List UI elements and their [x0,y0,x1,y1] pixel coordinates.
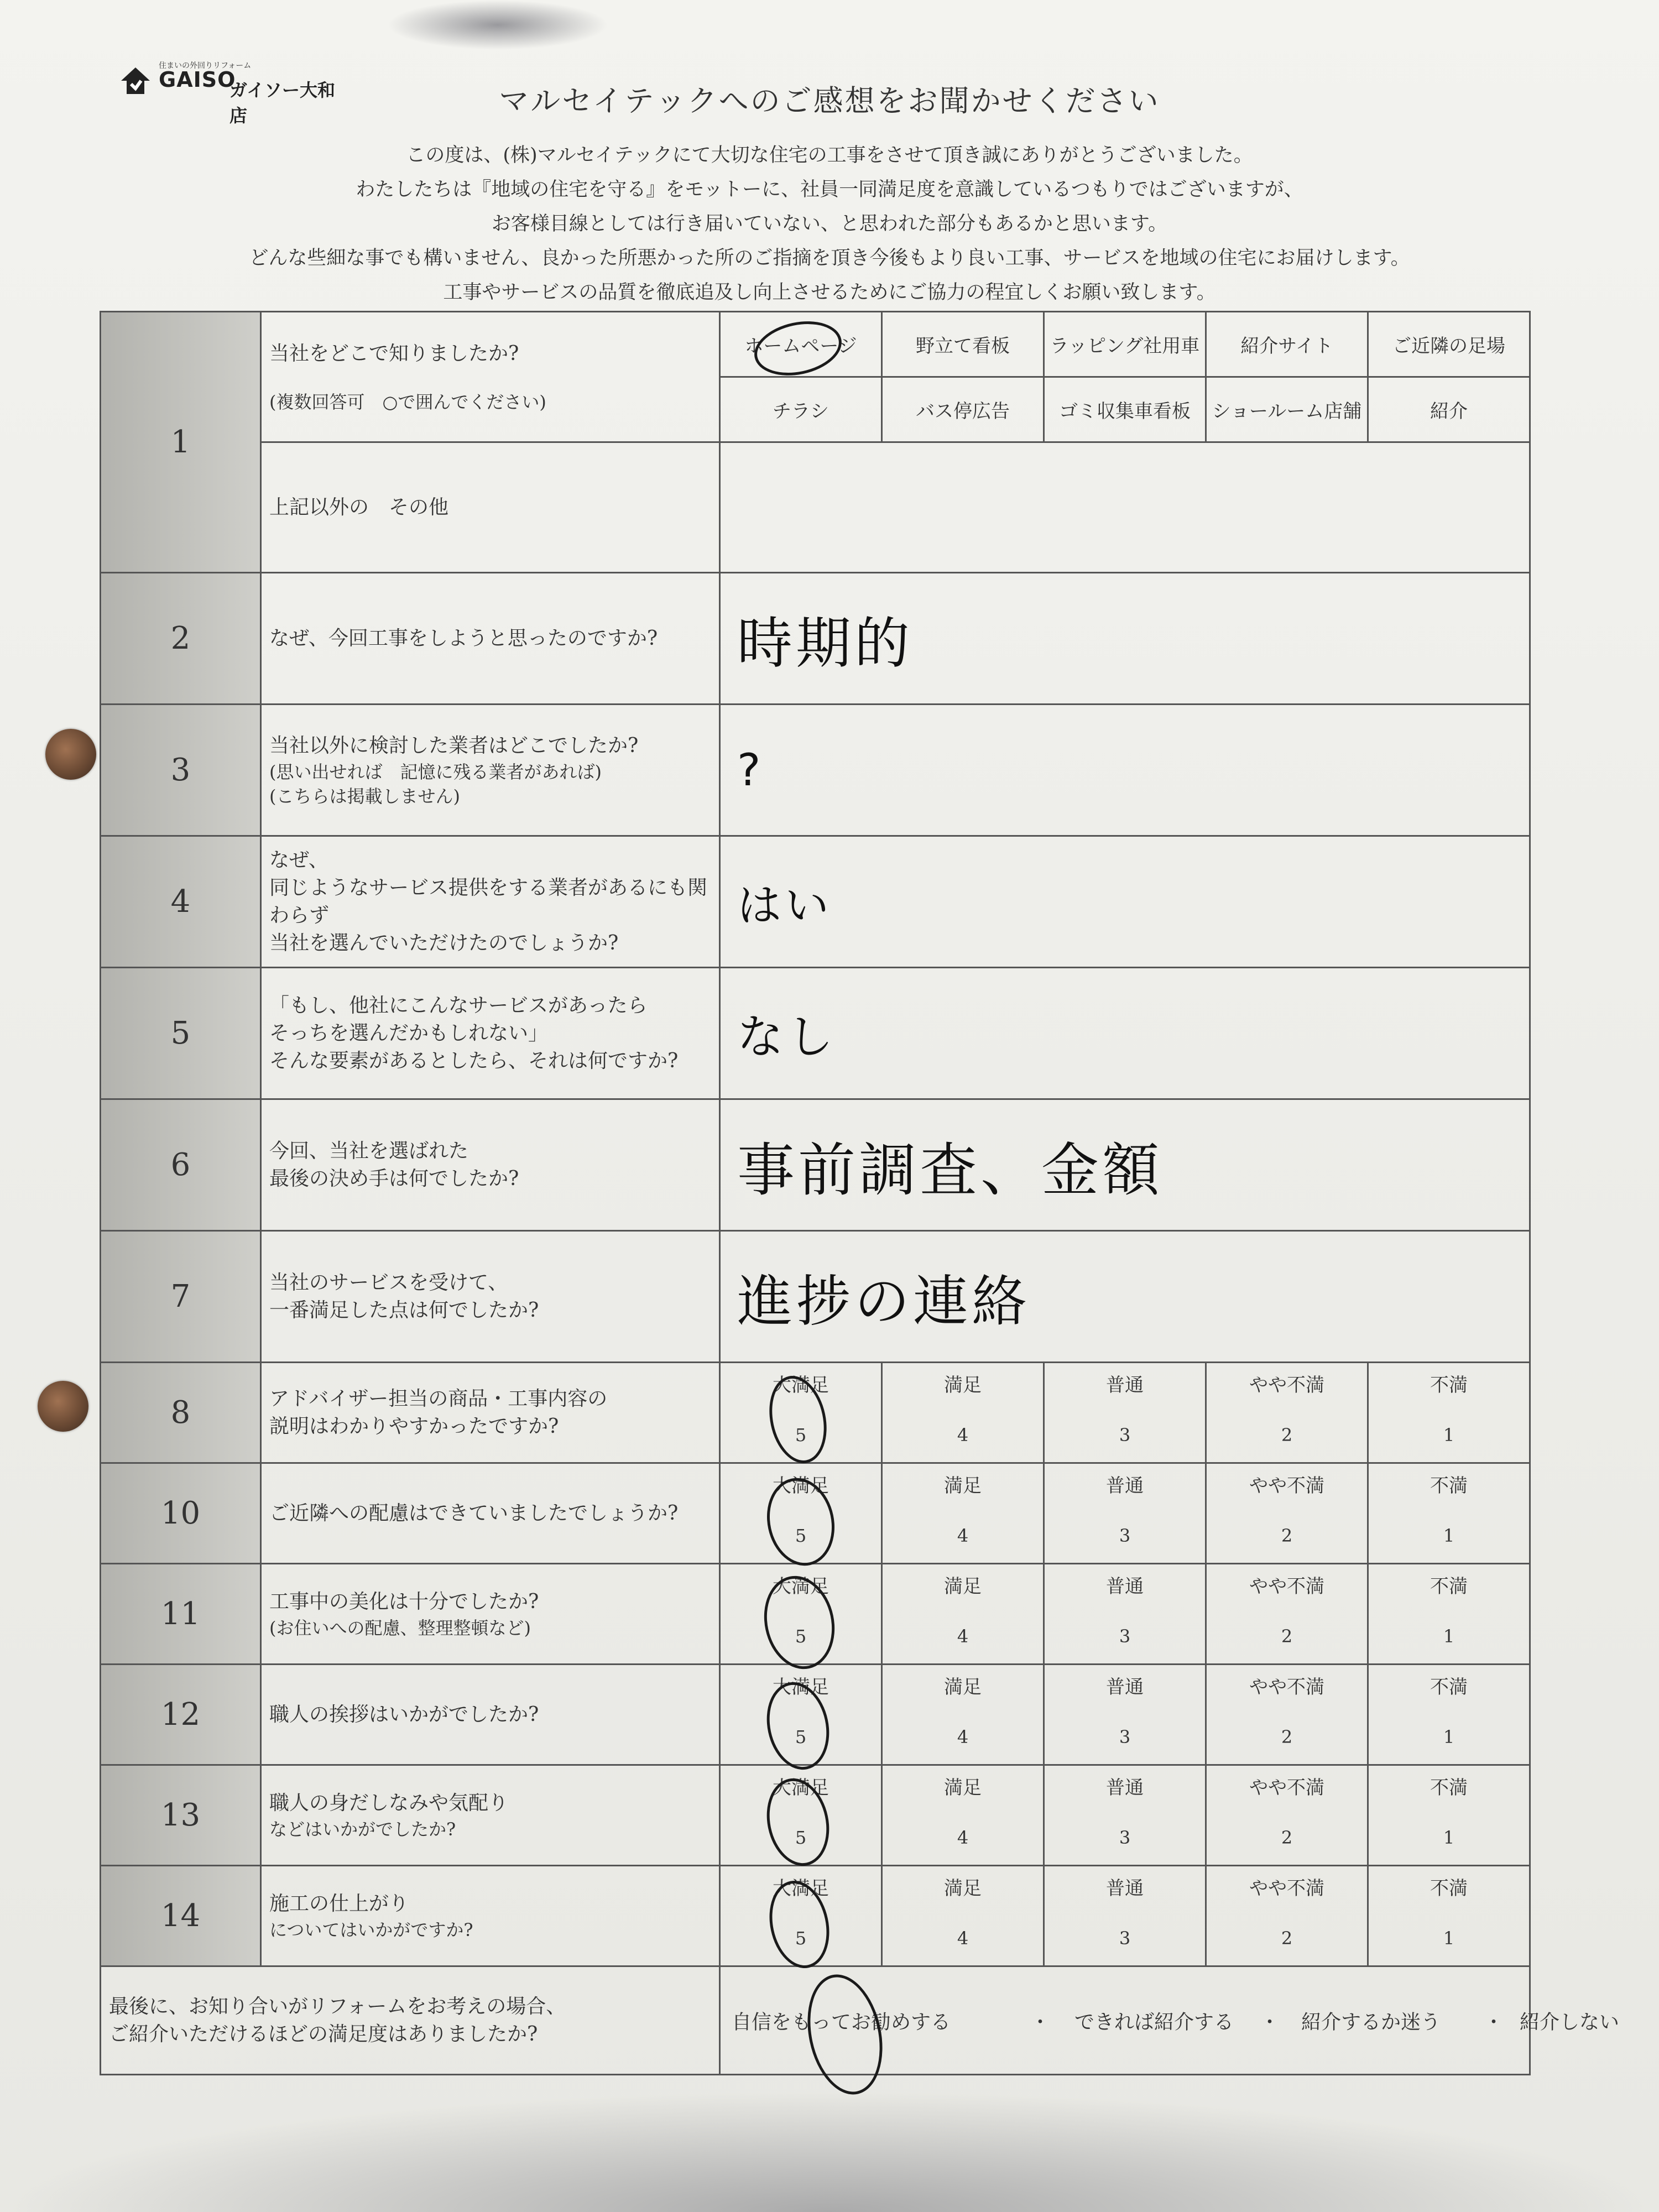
q1-option-label: 紹介 [1430,400,1468,422]
question-line: 当社以外に検討した業者はどこでしたか? [269,734,639,757]
rating-value: 1 [1443,1726,1455,1747]
open-question-row [101,573,1530,705]
rating-option-3[interactable] [1044,1765,1206,1866]
rating-label: やや不満 [1249,1575,1324,1598]
rating-option-1[interactable] [1368,1765,1530,1866]
recommend-option[interactable]: 紹介するか迷う [1301,2011,1441,2033]
question-line: 「もし、他社にこんなサービスがあったら [269,994,648,1017]
rating-label: 満足 [944,1575,982,1598]
question-line: 最後に、お知り合いがリフォームをお考えの場合、 [109,1995,566,2018]
intro-line: この度は、(株)マルセイテックにて大切な住宅の工事をさせて頂き誠にありがとうございました。 [406,144,1253,166]
rating-label: やや不満 [1249,1374,1324,1396]
rating-value: 3 [1119,1726,1131,1747]
question-text [261,968,720,1099]
question-line: (思い出せれば 記憶に残る業者があれば) [269,761,602,782]
answer-field[interactable] [720,573,1530,705]
q1-option[interactable] [1368,377,1530,442]
answer-field[interactable] [720,705,1530,836]
q1-other-answer-field[interactable] [720,442,1530,573]
q1-option[interactable] [882,377,1044,442]
question-line: 職人の挨拶はいかがでしたか? [269,1703,539,1726]
rating-value: 2 [1281,1525,1293,1546]
q1-option-label: チラシ [773,400,829,422]
option-separator: ・ [1030,2011,1051,2033]
q1-option-label: 野立て看板 [916,335,1010,357]
q1-option-label: ショールーム店舗 [1212,400,1362,422]
q1-option-label: ご近隣の足場 [1392,335,1505,357]
rating-option-2[interactable] [1206,1564,1368,1665]
camera-shadow-top [387,0,608,50]
rating-value: 1 [1443,1626,1455,1647]
rating-value: 1 [1443,1827,1455,1848]
handwritten-answer: 時期的 [737,611,913,676]
rating-row [101,1866,1530,1966]
rating-option-5[interactable] [720,1564,882,1665]
question-line: 職人の身だしなみや気配り [269,1791,509,1814]
question-text [261,1363,720,1463]
rating-row [101,1665,1530,1765]
question-number: 10 [101,1463,261,1564]
handwritten-answer: なし [737,1010,837,1064]
answer-field[interactable] [720,1231,1530,1363]
rating-label: 大満足 [773,1374,829,1396]
logo-brand: GAISO [159,67,236,92]
q1-row-other [101,442,1530,573]
question-text [261,1765,720,1866]
q1-option[interactable] [882,312,1044,377]
q1-option[interactable] [720,377,882,442]
question-number: 3 [101,705,261,836]
rating-value: 3 [1119,1626,1131,1647]
rating-option-4[interactable] [882,1866,1044,1966]
final-options [720,1966,1620,2075]
logo-store-name: ガイソー大和店 [229,80,336,126]
rating-option-5[interactable] [720,1363,882,1463]
recommend-option[interactable]: できれば紹介する [1074,2011,1234,2033]
open-question-row [101,1099,1530,1231]
rating-option-5[interactable] [720,1463,882,1564]
q1-option[interactable] [1206,312,1368,377]
q1-question-text: 当社をどこで知りましたか? [269,342,519,365]
rating-value: 5 [795,1626,807,1647]
question-text [261,573,720,705]
rating-value: 1 [1443,1928,1455,1949]
question-line: 説明はわかりやすかったですか? [269,1415,559,1438]
recommend-option[interactable]: 紹介しない [1520,2011,1620,2033]
open-question-row [101,1231,1530,1363]
rating-label: 満足 [944,1777,982,1799]
question-text [261,705,720,836]
rating-value: 4 [957,1626,969,1647]
recommend-option[interactable]: 自信をもってお勧めする [732,2011,951,2033]
punch-hole-upper [45,729,96,780]
q1-option-label: 紹介サイト [1240,335,1333,357]
rating-label: 普通 [1106,1777,1144,1799]
question-number: 2 [101,573,261,705]
rating-value: 2 [1281,1726,1293,1747]
question-text [261,1463,720,1564]
rating-option-4[interactable] [882,1363,1044,1463]
rating-row [101,1564,1530,1665]
option-separator: ・ [1260,2011,1280,2033]
open-question-row [101,836,1530,968]
rating-option-3[interactable] [1044,1564,1206,1665]
punch-hole-lower [38,1381,88,1432]
question-line: そっちを選んだかもしれない」 [269,1021,549,1045]
intro-paragraph [111,138,1548,310]
question-line: 工事中の美化は十分でしたか? [269,1590,539,1613]
intro-line: 工事やサービスの品質を徹底追及し向上させるためにご協力の程宜しくお願い致します。 [443,281,1216,304]
rating-label: 満足 [944,1877,982,1900]
rating-option-1[interactable] [1368,1463,1530,1564]
rating-label: 不満 [1430,1475,1468,1497]
rating-value: 5 [795,1525,807,1546]
handwritten-answer: 事前調査、金額 [737,1136,1164,1204]
rating-value: 3 [1119,1525,1131,1546]
question-line: などはいかがでしたか? [269,1818,456,1840]
rating-label: 不満 [1430,1877,1468,1900]
rating-value: 2 [1281,1425,1293,1446]
rating-label: 大満足 [773,1777,829,1799]
question-text [261,1231,720,1363]
handwritten-answer: ? [737,744,764,796]
rating-value: 5 [795,1726,807,1747]
option-separator: ・ [1484,2011,1504,2033]
rating-option-1[interactable] [1368,1866,1530,1966]
rating-value: 5 [795,1928,807,1949]
rating-option-1[interactable] [1368,1363,1530,1463]
question-line: そんな要素があるとしたら、それは何ですか? [269,1049,679,1072]
rating-label: やや不満 [1249,1777,1324,1799]
final-question-row [101,1966,1530,2075]
rating-label: やや不満 [1249,1676,1324,1698]
question-line: (お住いへの配慮、整理整頓など) [269,1617,531,1639]
rating-value: 1 [1443,1425,1455,1446]
rating-option-3[interactable] [1044,1866,1206,1966]
rating-option-3[interactable] [1044,1463,1206,1564]
rating-value: 4 [957,1525,969,1546]
intro-line: お客様目線としては行き届いていない、と思われた部分もあるかと思います。 [491,213,1168,235]
rating-label: 普通 [1106,1877,1144,1900]
rating-value: 4 [957,1928,969,1949]
rating-label: 普通 [1106,1676,1144,1698]
q1-option[interactable] [1044,377,1206,442]
answer-field[interactable] [720,836,1530,968]
question-line: (こちらは掲載しません) [269,785,460,807]
rating-option-5[interactable] [720,1765,882,1866]
open-question-row [101,968,1530,1099]
rating-label: やや不満 [1249,1475,1324,1497]
question-text [261,836,720,968]
rating-label: 普通 [1106,1475,1144,1497]
rating-row [101,1463,1530,1564]
question-text [261,1564,720,1665]
question-number: 13 [101,1765,261,1866]
question-line: ご紹介いただけるほどの満足度はありましたか? [109,2022,538,2046]
rating-option-4[interactable] [882,1564,1044,1665]
rating-value: 2 [1281,1827,1293,1848]
rating-label: 不満 [1430,1676,1468,1698]
rating-value: 5 [795,1425,807,1446]
handwritten-answer: はい [737,880,832,931]
question-line: 一番満足した点は何でしたか? [269,1298,539,1322]
rating-label: 満足 [944,1475,982,1497]
intro-line: どんな些細な事でも構いません、良かった所悪かった所のご指摘を頂き今後もより良い工事、サービスを地域の住宅にお届けします。 [249,247,1410,269]
rating-value: 3 [1119,1827,1131,1848]
answer-field[interactable] [720,968,1530,1099]
rating-option-5[interactable] [720,1866,882,1966]
rating-label: やや不満 [1249,1877,1324,1900]
question-number: 11 [101,1564,261,1665]
rating-option-1[interactable] [1368,1564,1530,1665]
question-line: 施工の仕上がり [269,1892,409,1915]
answer-circle-mark [749,314,847,383]
question-number: 1 [101,312,261,573]
q1-other-label: 上記以外の その他 [261,442,720,573]
rating-row [101,1363,1530,1463]
question-number: 12 [101,1665,261,1765]
question-line: なぜ、今回工事をしようと思ったのですか? [269,627,658,650]
question-number: 6 [101,1099,261,1231]
question-text [261,1665,720,1765]
q1-option-label: ホームページ [744,335,857,357]
rating-option-4[interactable] [882,1463,1044,1564]
rating-value: 3 [1119,1928,1131,1949]
rating-option-2[interactable] [1206,1866,1368,1966]
question-line: 同じようなサービス提供をする業者があるにも関わらず [269,876,708,927]
question-line: なぜ、 [269,848,328,872]
final-question-text [101,1966,720,2075]
intro-line: わたしたちは『地域の住宅を守る』をモットーに、社員一同満足度を意識しているつもりではございますが、 [356,179,1303,201]
rating-value: 4 [957,1425,969,1446]
rating-option-2[interactable] [1206,1665,1368,1765]
open-question-row [101,705,1530,836]
question-line: 今回、当社を選ばれた [269,1139,469,1162]
question-number: 14 [101,1866,261,1966]
rating-option-3[interactable] [1044,1363,1206,1463]
rating-option-1[interactable] [1368,1665,1530,1765]
rating-label: 不満 [1430,1777,1468,1799]
q1-option-label: ラッピング社用車 [1050,335,1200,357]
rating-label: 大満足 [773,1877,829,1900]
rating-option-4[interactable] [882,1665,1044,1765]
rating-label: 満足 [944,1374,982,1396]
rating-label: 大満足 [773,1575,829,1598]
rating-option-4[interactable] [882,1765,1044,1866]
answer-field[interactable] [720,1099,1530,1231]
rating-label: 満足 [944,1676,982,1698]
q1-note: (複数回答可 ○で囲んでください) [269,391,546,413]
question-number: 7 [101,1231,261,1363]
rating-label: 不満 [1430,1575,1468,1598]
rating-label: 普通 [1106,1575,1144,1598]
rating-option-2[interactable] [1206,1765,1368,1866]
handwritten-answer: 進捗の連絡 [737,1269,1030,1334]
rating-value: 4 [957,1827,969,1848]
page-title: マルセイテックへのご感想をお聞かせください [499,84,1160,118]
rating-label: 不満 [1430,1374,1468,1396]
question-line: 当社を選んでいただけたのでしょうか? [269,931,619,954]
rating-option-2[interactable] [1206,1363,1368,1463]
rating-value: 2 [1281,1626,1293,1647]
rating-label: 普通 [1106,1374,1144,1396]
survey-table [100,311,1620,2075]
question-text [261,1099,720,1231]
rating-value: 5 [795,1827,807,1848]
question-number: 8 [101,1363,261,1463]
question-line: についてはいかがですか? [269,1919,473,1940]
q1-question [261,312,720,442]
q1-option[interactable] [1368,312,1530,377]
q1-option-label: ゴミ収集車看板 [1059,400,1191,422]
rating-option-2[interactable] [1206,1463,1368,1564]
rating-row [101,1765,1530,1866]
rating-value: 2 [1281,1928,1293,1949]
question-line: ご近隣への配慮はできていましたでしょうか? [269,1501,679,1525]
question-line: 当社のサービスを受けて、 [269,1271,508,1294]
question-line: アドバイザー担当の商品・工事内容の [269,1387,608,1410]
rating-option-5[interactable] [720,1665,882,1765]
rating-label: 大満足 [773,1676,829,1698]
rating-option-3[interactable] [1044,1665,1206,1765]
rating-value: 3 [1119,1425,1131,1446]
logo-tagline: 住まいの外回りリフォーム [159,61,252,70]
q1-option-label: バス停広告 [916,400,1010,422]
rating-label: 大満足 [773,1475,829,1497]
q1-row-options-1 [101,312,1530,377]
question-number: 4 [101,836,261,968]
question-number: 5 [101,968,261,1099]
q1-option[interactable] [1206,377,1368,442]
q1-option[interactable] [1044,312,1206,377]
camera-shadow-bottom [0,2090,1659,2212]
question-text [261,1866,720,1966]
rating-value: 1 [1443,1525,1455,1546]
rating-value: 4 [957,1726,969,1747]
question-line: 最後の決め手は何でしたか? [269,1167,519,1190]
q1-option[interactable] [720,312,882,377]
